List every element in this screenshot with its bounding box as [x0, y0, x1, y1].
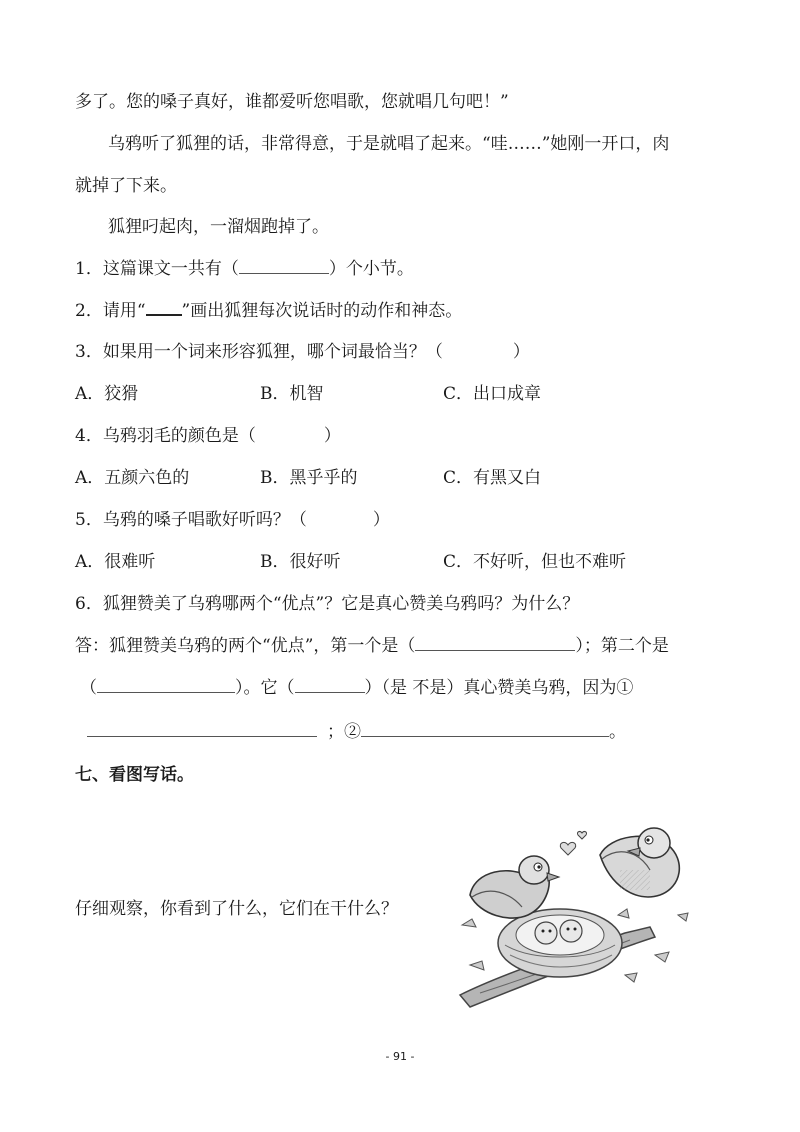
page-number: - 91 -	[385, 1050, 415, 1063]
passage-line-3: 就掉了下来。	[75, 176, 177, 196]
question-4-option-a[interactable]: A．五颜六色的	[75, 468, 190, 488]
question-4-option-c[interactable]: C．有黑又白	[443, 468, 542, 488]
question-1	[75, 257, 414, 281]
first-merit-blank[interactable]	[415, 634, 575, 651]
question-1-blank[interactable]	[239, 257, 329, 274]
question-5-option-a[interactable]: A．很难听	[75, 552, 156, 572]
sincerity-blank[interactable]	[295, 676, 365, 693]
question-5-close: ）	[372, 510, 390, 530]
reason-2-blank[interactable]	[361, 720, 609, 737]
question-3-option-a[interactable]: A．狡猾	[75, 384, 139, 404]
question-3-text: 3．如果用一个词来形容狐狸，哪个词最恰当？（	[75, 342, 443, 362]
question-6: 6．狐狸赞美了乌鸦哪两个“优点”？它是真心赞美乌鸦吗？为什么？	[75, 594, 580, 614]
question-2	[75, 298, 462, 323]
answer-6-part-1: 答：狐狸赞美乌鸦的两个“优点”，第一个是（	[75, 636, 416, 656]
question-4	[75, 424, 341, 448]
leaf-icon	[470, 961, 484, 970]
answer-6-part-6: ；②	[327, 722, 361, 742]
question-3-option-b[interactable]: B．机智	[260, 384, 324, 404]
passage-line-1: 多了。您的嗓子真好，谁都爱听您唱歌，您就唱几句吧！”	[75, 92, 509, 112]
heart-icon	[560, 842, 575, 855]
question-5	[75, 508, 390, 532]
chick-right	[560, 920, 582, 942]
passage-line-2: 乌鸦听了狐狸的话，非常得意，于是就唱了起来。“哇……”她刚一开口，肉	[108, 134, 670, 154]
underline-sample	[146, 298, 182, 316]
chick-left	[535, 922, 557, 944]
answer-6-line-2	[80, 676, 633, 700]
answer-6-part-2: ）；第二个是	[575, 636, 669, 656]
leaf-icon	[618, 909, 629, 918]
answer-6-part-3: （	[80, 678, 97, 698]
leaf-icon	[678, 913, 688, 921]
question-3	[75, 340, 530, 364]
answer-6-part-7: 。	[609, 722, 626, 742]
question-2-prefix: 2．请用“	[75, 301, 146, 321]
question-5-text: 5．乌鸦的嗓子唱歌好听吗？（	[75, 510, 307, 530]
answer-6-line-1	[75, 634, 669, 658]
question-4-option-b[interactable]: B．黑乎乎的	[260, 468, 358, 488]
section-7-title: 七、看图写话。	[75, 765, 194, 785]
leaf-icon	[655, 952, 669, 962]
answer-6-part-4: ）。它（	[235, 678, 295, 698]
question-4-text: 4．乌鸦羽毛的颜色是（	[75, 426, 256, 446]
leaf-icon	[625, 973, 637, 982]
question-5-option-c[interactable]: C．不好听，但也不难听	[443, 552, 627, 572]
answer-6-part-5: ）（是 不是）真心赞美乌鸦，因为①	[364, 678, 634, 698]
question-1-suffix: ）个小节。	[328, 259, 414, 279]
heart-icon-small	[577, 832, 586, 839]
question-1-prefix: 1．这篇课文一共有（	[75, 259, 239, 279]
birds-nest-illustration	[450, 815, 700, 1010]
answer-6-line-3	[87, 720, 626, 744]
question-3-close: ）	[512, 342, 530, 362]
question-2-suffix: ”画出狐狸每次说话时的动作和神态。	[181, 301, 463, 321]
question-3-option-c[interactable]: C．出口成章	[443, 384, 542, 404]
reason-1-blank[interactable]	[87, 720, 317, 737]
question-5-option-b[interactable]: B．很好听	[260, 552, 341, 572]
section-7-prompt: 仔细观察，你看到了什么，它们在干什么？	[75, 899, 398, 919]
question-4-close: ）	[323, 426, 341, 446]
leaf-icon	[462, 919, 476, 927]
second-merit-blank[interactable]	[97, 676, 235, 693]
passage-line-4: 狐狸叼起肉，一溜烟跑掉了。	[108, 217, 329, 237]
